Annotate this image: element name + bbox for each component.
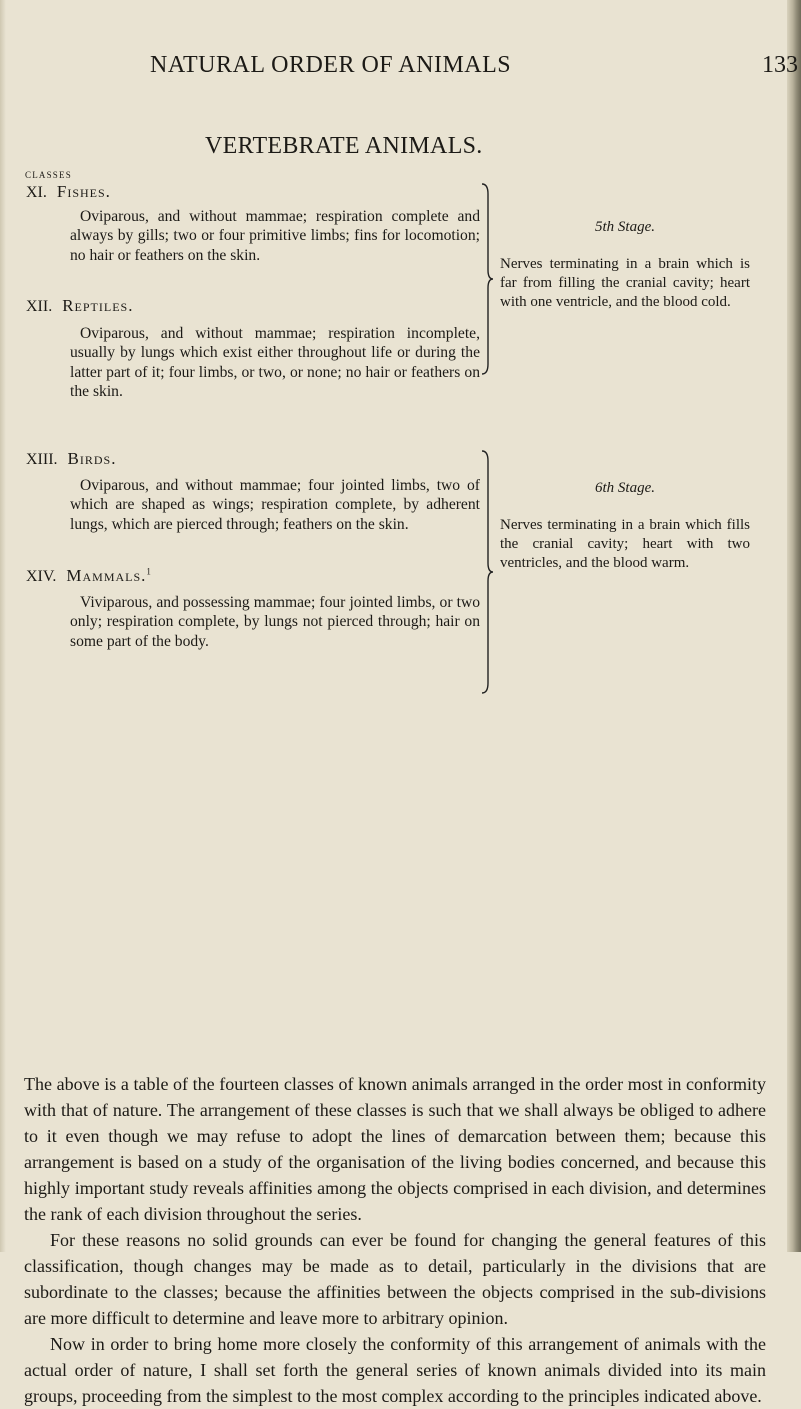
class-numeral: XIV. bbox=[26, 568, 57, 585]
page-right-edge bbox=[787, 0, 801, 1252]
class-description-mammals: Viviparous, and possessing mammae; four jointed limbs, or two only; respiration complete, by lungs not pierced through; hair on some part of the body. bbox=[70, 594, 480, 650]
stage-fifth bbox=[500, 218, 750, 312]
class-heading-mammals bbox=[26, 566, 151, 586]
body-paragraph: The above is a table of the fourteen classes of known animals arranged in the order most in conformity with that of nature. The arrangement of these classes is such that we shall always be obliged to adhere to it even though we may refuse to adopt the lines of demarcation between them; because this arrangement is based on a study of the organisation of the living bodies concerned, and because this highly important study reveals affinities among the objects comprised in each division, and determines the rank of each division throughout the series. bbox=[24, 1074, 766, 1224]
stage-title: 5th Stage. bbox=[595, 219, 655, 235]
class-name: Mammals. bbox=[66, 566, 147, 585]
stage-description: Nerves terminating in a brain which fills the cranial cavity; heart with two ventricles, and the blood warm. bbox=[500, 517, 750, 571]
brace-lower-group bbox=[478, 449, 498, 695]
footnote-marker: 1 bbox=[146, 566, 151, 577]
class-description-fishes: Oviparous, and without mammae; respiration complete and always by gills; two or four primitive limbs; fins for locomotion; no hair or feathers on the skin. bbox=[70, 208, 480, 264]
body-text bbox=[24, 1071, 766, 1409]
body-paragraph: Now in order to bring home more closely the conformity of this arrangement of animals with the actual order of nature, I shall set forth the general series of known animals divided into its main groups, proceeding from the simplest to the most complex according to the principles indicated above. bbox=[24, 1334, 766, 1406]
running-head-title: NATURAL ORDER OF ANIMALS bbox=[150, 52, 512, 78]
stage-title: 6th Stage. bbox=[595, 480, 655, 496]
class-numeral: XII. bbox=[26, 298, 53, 315]
page-number: 133 bbox=[762, 52, 798, 78]
stage-description: Nerves terminating in a brain which is far from filling the cranial cavity; heart with one ventricle, and the blood cold. bbox=[500, 256, 750, 310]
body-paragraph: For these reasons no solid grounds can ever be found for changing the general features of this classification, though changes may be made as to detail, particularly in the divisions that are subordinate to the classes; because the affinities between the objects comprised in the sub-divisions are more difficult to determine and leave more to arbitrary opinion. bbox=[24, 1230, 766, 1328]
class-name: Reptiles. bbox=[62, 296, 134, 315]
class-name: Fishes. bbox=[56, 182, 111, 201]
stage-sixth bbox=[500, 479, 750, 573]
class-numeral: XIII. bbox=[26, 451, 58, 468]
class-description-reptiles: Oviparous, and without mammae; respiration incomplete, usually by lungs which exist either throughout life or during the latter part of it; four limbs, or two, or none; no hair or feathers on the skin. bbox=[70, 325, 480, 401]
class-description-birds: Oviparous, and without mammae; four jointed limbs, two of which are shaped as wings; respiration complete, by adherent lungs, which are pierced through; feathers on the skin. bbox=[70, 477, 480, 533]
class-heading-fishes bbox=[26, 182, 111, 202]
page-left-shadow bbox=[0, 0, 6, 1252]
brace-upper-group bbox=[478, 182, 498, 376]
class-heading-birds bbox=[26, 449, 116, 469]
section-title: VERTEBRATE ANIMALS. bbox=[205, 133, 483, 159]
class-name: Birds. bbox=[67, 449, 117, 468]
class-heading-reptiles bbox=[26, 296, 133, 316]
class-numeral: XI. bbox=[26, 184, 47, 201]
classes-column-label: CLASSES bbox=[25, 170, 72, 180]
